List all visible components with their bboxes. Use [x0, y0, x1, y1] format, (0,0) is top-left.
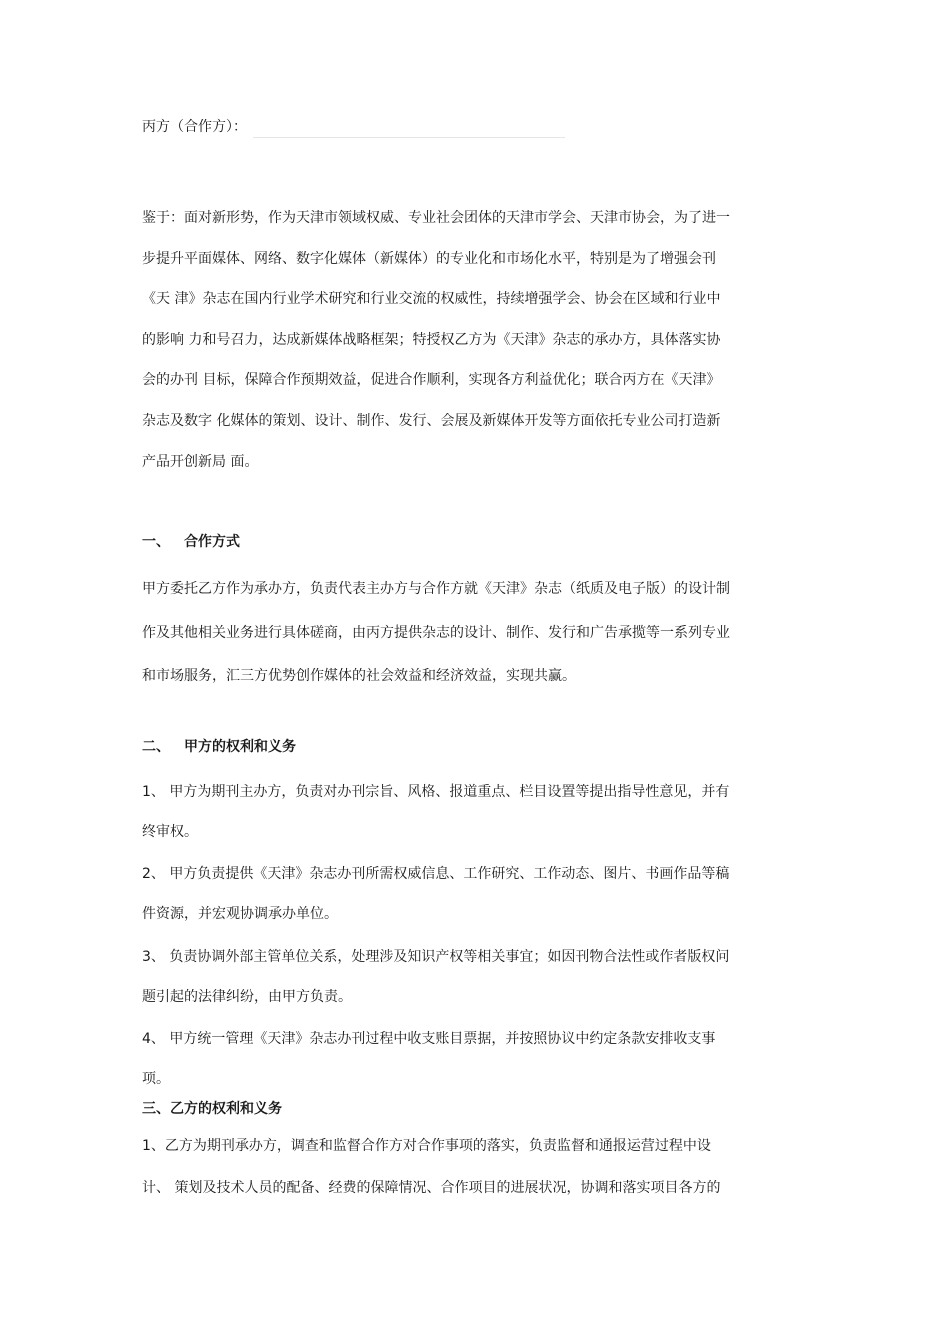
section1-number: 一、	[142, 534, 170, 550]
intro-line: 杂志及数字 化媒体的策划、设计、制作、发行、会展及新媒体开发等方面依托专业公司打造新	[142, 412, 721, 429]
section1-paragraph	[142, 568, 812, 699]
section2-item-4	[142, 1019, 812, 1099]
intro-line: 步提升平面媒体、网络、数字化媒体（新媒体）的专业化和市场化水平，特别是为了增强会刊	[142, 250, 716, 267]
section1-line: 甲方委托乙方作为承办方，负责代表主办方与合作方就《天津》杂志（纸质及电子版）的设计制	[142, 581, 730, 597]
intro-paragraph	[142, 198, 812, 482]
section1-heading	[142, 531, 240, 553]
section2-item-3	[142, 937, 812, 1017]
section2-heading	[142, 736, 296, 758]
intro-line: 会的办刊 目标，保障合作预期效益，促进合作顺利，实现各方利益优化；联合丙方在《天津》	[142, 372, 721, 389]
section3-item-1	[142, 1125, 812, 1209]
section2-item-line: 题引起的法律纠纷，由甲方负责。	[142, 989, 352, 1005]
section2-item-2	[142, 854, 812, 934]
party-c-blank-field	[253, 121, 565, 138]
section1-line: 作及其他相关业务进行具体磋商，由丙方提供杂志的设计、制作、发行和广告承揽等一系列专业	[142, 624, 730, 641]
section2-item-line: 2、 甲方负责提供《天津》杂志办刊所需权威信息、工作研究、工作动态、图片、书画作品等稿	[142, 866, 730, 882]
section2-item-line: 1、 甲方为期刊主办方，负责对办刊宗旨、风格、报道重点、栏目设置等提出指导性意见，并有	[142, 784, 730, 800]
section2-item-line: 终审权。	[142, 824, 198, 840]
intro-line: 的影响 力和号召力，达成新媒体战略框架；特授权乙方为《天津》杂志的承办方，具体落实协	[142, 331, 721, 348]
section3-item-line: 1、乙方为期刊承办方，调查和监督合作方对合作事项的落实，负责监督和通报运营过程中设	[142, 1138, 711, 1154]
intro-line: 鉴于：面对新形势，作为天津市领域权威、专业社会团体的天津市学会、天津市协会，为了进一	[142, 210, 730, 226]
section3-item-line: 计、 策划及技术人员的配备、经费的保障情况、合作项目的进展状况，协调和落实项目各方的	[142, 1180, 721, 1196]
section2-title: 甲方的权利和义务	[184, 739, 296, 755]
section2-number: 二、	[142, 739, 170, 755]
section2-item-line: 3、 负责协调外部主管单位关系，处理涉及知识产权等相关事宜；如因刊物合法性或作者版权问	[142, 949, 730, 965]
party-c-label: 丙方（合作方）：	[142, 119, 247, 135]
section1-title: 合作方式	[184, 534, 240, 550]
section2-item-line: 4、 甲方统一管理《天津》杂志办刊过程中收支账目票据，并按照协议中约定条款安排收支事	[142, 1031, 716, 1047]
intro-line: 产品开创新局 面。	[142, 453, 259, 470]
section2-item-1	[142, 772, 812, 852]
section2-item-line: 项。	[142, 1071, 170, 1087]
section1-line: 和市场服务，汇三方优势创作媒体的社会效益和经济效益，实现共赢。	[142, 668, 576, 684]
party-c-line	[142, 116, 565, 138]
section3-heading: 三、乙方的权利和义务	[142, 1101, 282, 1117]
section2-item-line: 件资源，并宏观协调承办单位。	[142, 906, 338, 922]
intro-line: 《天 津》杂志在国内行业学术研究和行业交流的权威性，持续增强学会、协会在区域和行业中	[142, 291, 721, 308]
